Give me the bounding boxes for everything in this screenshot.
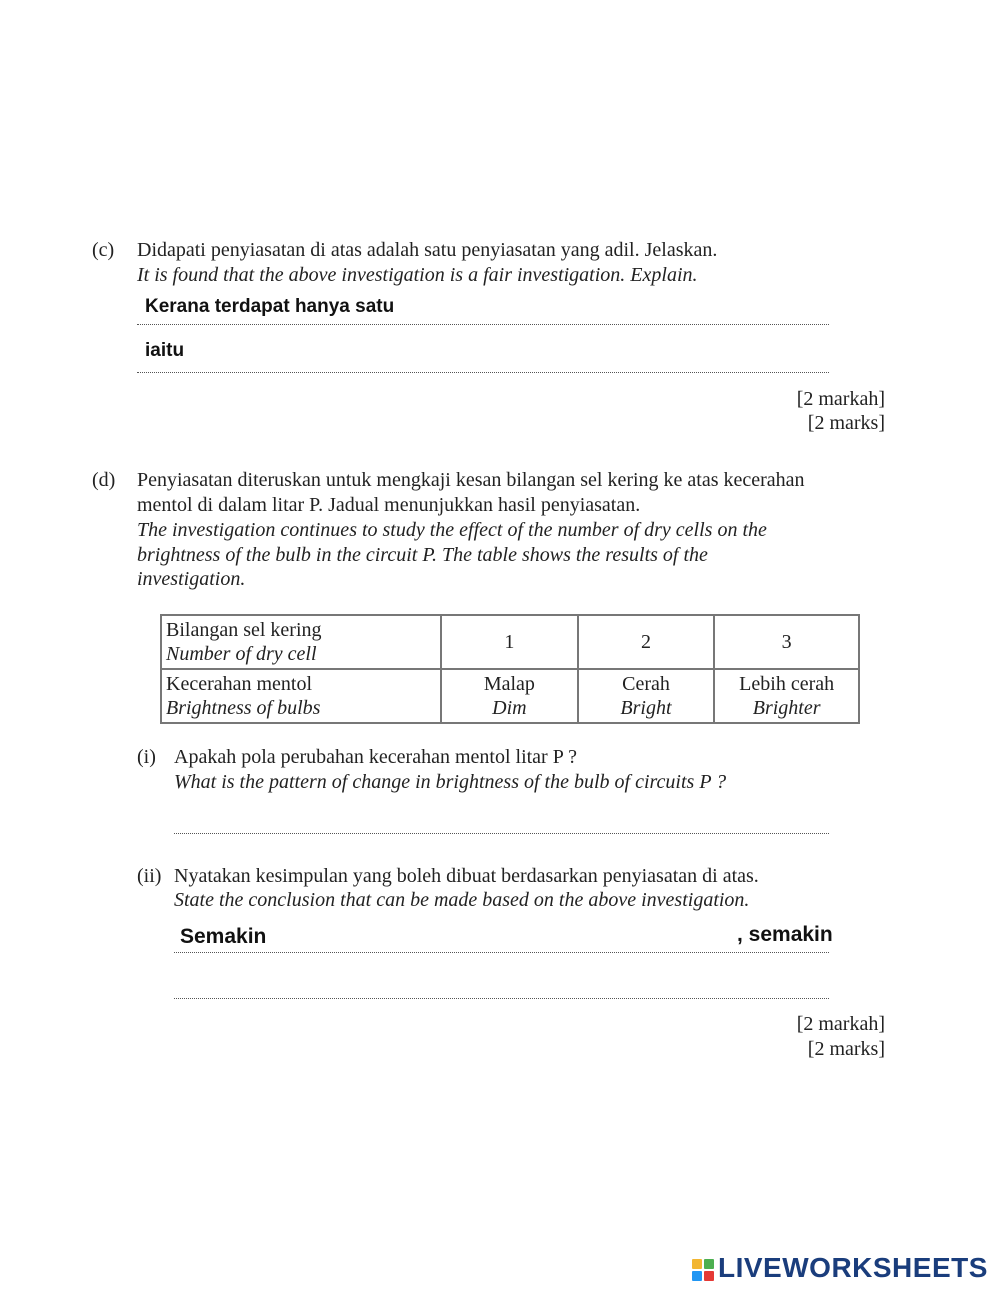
part-c-question-ms: Didapati penyiasatan di atas adalah satu penyiasatan yang adil. Jelaskan.	[137, 239, 718, 261]
cell-ms: Cerah	[622, 673, 670, 695]
part-c-answer-line-2-dots	[137, 372, 829, 373]
part-d-intro-en-1: The investigation continues to study the effect of the number of dry cells on the	[137, 519, 767, 541]
q2-label: (ii)	[137, 865, 162, 887]
part-d-marks-ms: [2 markah]	[796, 1013, 885, 1035]
liveworksheets-brand-text: LIVEWORKSHEETS	[718, 1252, 988, 1283]
q1-en: What is the pattern of change in brightness of the bulb of circuits P ?	[174, 771, 727, 793]
q2-answer-right[interactable]: , semakin	[737, 923, 833, 946]
q1-answer-line[interactable]	[174, 833, 829, 834]
liveworksheets-logo-icon	[692, 1259, 714, 1281]
cell-en: Dim	[492, 697, 527, 719]
row-header-ms: Kecerahan mentol	[166, 673, 313, 695]
part-c-marks-en: [2 marks]	[807, 412, 885, 434]
part-d-intro-en-2: brightness of the bulb in the circuit P. The table shows the results of the	[137, 544, 708, 566]
row-header-brightness	[161, 669, 441, 723]
logo-square-icon	[704, 1259, 714, 1269]
q2-ms: Nyatakan kesimpulan yang boleh dibuat berdasarkan penyiasatan di atas.	[174, 865, 759, 887]
q1-ms: Apakah pola perubahan kecerahan mentol litar P ?	[174, 746, 577, 768]
cell-ms: Malap	[483, 673, 535, 695]
row-header-en: Number of dry cell	[166, 643, 317, 665]
logo-square-icon	[692, 1271, 702, 1281]
row-header-en: Brightness of bulbs	[166, 697, 321, 719]
part-d-label: (d)	[92, 469, 116, 491]
q2-en: State the conclusion that can be made based on the above investigation.	[174, 889, 750, 911]
part-c-question-en: It is found that the above investigation is a fair investigation. Explain.	[137, 264, 698, 286]
table-cell	[578, 669, 715, 723]
part-c-label: (c)	[92, 239, 115, 261]
part-c-marks-ms: [2 markah]	[796, 388, 885, 410]
logo-square-icon	[704, 1271, 714, 1281]
q1-label: (i)	[137, 746, 156, 768]
cell-ms: Lebih cerah	[739, 673, 835, 695]
cell-en: Brighter	[752, 697, 821, 719]
table-cell: 2	[578, 615, 715, 669]
table-cell: 1	[441, 615, 578, 669]
table-cell	[441, 669, 578, 723]
table-cell: 3	[714, 615, 859, 669]
table-row	[161, 669, 859, 723]
q2-answer-line-2[interactable]	[174, 998, 829, 999]
table-row	[161, 615, 859, 669]
part-d-intro-en-3: investigation.	[137, 568, 246, 590]
liveworksheets-logo	[692, 1252, 988, 1284]
logo-square-icon	[692, 1259, 702, 1269]
part-c-answer-line-1[interactable]: Kerana terdapat hanya satu	[145, 296, 395, 317]
results-table	[160, 614, 860, 724]
row-header-dry-cells	[161, 615, 441, 669]
q2-answer-left[interactable]: Semakin	[180, 925, 267, 948]
table-cell	[714, 669, 859, 723]
row-header-ms: Bilangan sel kering	[166, 619, 322, 641]
part-c-answer-line-2[interactable]: iaitu	[145, 340, 185, 361]
part-d-marks-en: [2 marks]	[807, 1038, 885, 1060]
q2-answer-line-1	[174, 952, 829, 953]
part-d-intro-ms-1: Penyiasatan diteruskan untuk mengkaji kesan bilangan sel kering ke atas kecerahan	[137, 469, 805, 491]
cell-en: Bright	[620, 697, 672, 719]
part-d-intro-ms-2: mentol di dalam litar P. Jadual menunjukkan hasil penyiasatan.	[137, 494, 641, 516]
part-c-answer-line-1-dots	[137, 324, 829, 325]
